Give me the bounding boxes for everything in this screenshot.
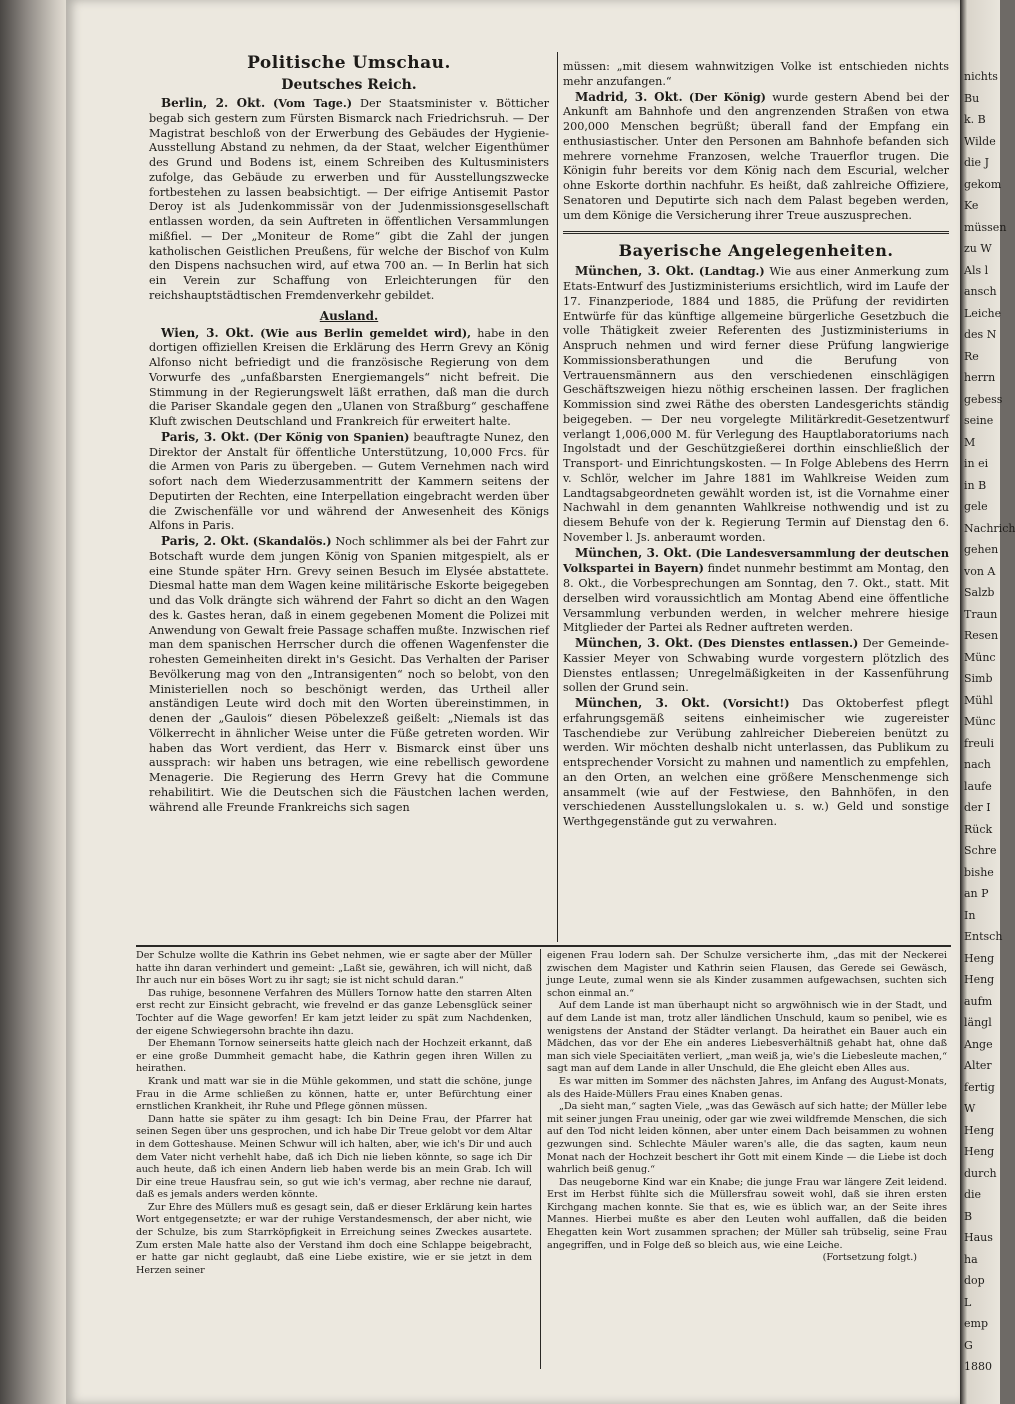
dateline: München, 3. Okt. bbox=[575, 545, 692, 560]
adjacent-page-fragment: Als l bbox=[964, 263, 989, 277]
right-news-column bbox=[563, 60, 949, 940]
article-topic: (Landtag.) bbox=[698, 264, 765, 279]
article-muenchen-volkspartei bbox=[563, 546, 949, 637]
adjacent-page-fragment: Schre bbox=[964, 844, 997, 857]
article-text: Der Staatsminister v. Bötticher begab sich gestern zum Fürsten Bismarck nach Friedrichsruh. — Der Magistrat beschloß von der Erwerbung des Gebäudes der Hygienie-Ausstellung Abstand zu nehmen, da der Staat, welcher Eigenthümer des Grund und Bodens ist, einem Schreiben des Kultusministers zufolge, das Gebäude zu erwerben und für Ausstellungszwecke fortbestehen zu lassen beabsichtigt. — Der eifrige Antisemit Pastor Deroy ist als Judenkommissär von der Judenmissionsgesellschaft entlassen worden, da sein Auftreten in öffentlichen Versammlungen mißfiel. — Der „Moniteur de Rome“ gibt die Zahl der jungen katholischen Geistlichen Preußens, für welche der Bischof von Kulm den Dispens nachsuchen wird, auf etwa 700 an. — In Berlin hat sich ein Verein zur Schaffung von Erleichterungen für den reichshauptstädtischen Fremdenverkehr gebildet. bbox=[149, 97, 549, 302]
feuilleton-paragraph: Dann hatte sie später zu ihm gesagt: Ich bin Deine Frau, der Pfarrer hat seinen Segen über uns gesprochen, und ich habe Dir Treue gelobt vor dem Altar in dem Gotteshause. Meinen Schwur will ich halten, aber, wie ich's Dir und auch dem Vater nicht verhehlt habe, daß ich Dich nie lieben könnte, so sage ich Dir auch heute, daß ich einen Andern lieb haben werde bis an mein Grab. Ich will Dir eine treue Hausfrau sein, so gut wie ich's vermag, aber rechne nie darauf, daß es jemals anders werden könnte. bbox=[136, 1113, 532, 1201]
newspaper-page bbox=[66, 0, 960, 1404]
article-topic: (Der König) bbox=[688, 89, 766, 104]
adjacent-page-fragment: Heng bbox=[964, 973, 995, 986]
adjacent-page-fragment: Münc bbox=[964, 715, 996, 728]
adjacent-page-fragment: Resen bbox=[964, 629, 999, 642]
adjacent-page-fragment: Simb bbox=[964, 672, 993, 685]
adjacent-page-fragment: in B bbox=[964, 478, 987, 492]
adjacent-page-fragment: gekom bbox=[964, 177, 1002, 191]
dateline: München, 3. Okt. bbox=[575, 264, 695, 279]
adjacent-page-fragment: die bbox=[964, 1188, 982, 1201]
adjacent-page-fragment: L bbox=[964, 1295, 972, 1309]
article-text: wurde gestern Abend bei der Ankunft am Bahnhofe und den angrenzenden Straßen von etwa 200,000 Menschen begrüßt; überall fand der Empfang ein enthusiastischer. Unter den Personen am Bahnhofe befanden sich mehrere vornehme Franzosen, welche Trauerflor trugen. Die Königin fuhr bereits vor dem König nach dem Escurial, welcher ohne Eskorte dorthin nachfuhr. Es heißt, daß zahlreiche Offiziere, Senatoren und Deputirte sich nach dem Palast begeben werden, um dem Könige die Versicherung ihrer Treue auszusprechen. bbox=[563, 90, 949, 222]
adjacent-page-edge bbox=[960, 0, 1015, 1404]
adjacent-page-fragment: G bbox=[964, 1338, 973, 1352]
adjacent-page-fragment: k. B bbox=[964, 113, 986, 126]
article-text: Wie aus einer Anmerkung zum Etats-Entwurf des Justizministeriums ersichtlich, wird im Laufe der 17. Finanzperiode, 1884 und 1885, die Prüfung der revidirten Entwürfe für das künftige allgemeine bürgerliche Gesetzbuch die volle Thätigkeit zweier Referenten des Justizministeriums in Anspruch nehmen und wird ferner diese Prüfung langwierige Kommissionsberathungen und die Berufung von Vertrauensmännern aus den verschiedenen einschlägigen Geschäftszweigen hiezu nöthig erscheinen lassen. Der fraglichen Kommission sind zwei Räthe des obersten Landesgerichts ständig beigegeben. — Der neu vorgelegte Militärkredit-Gesetzentwurf verlangt 1,006,000 M. für Verlegung des Hauptlaboratoriums nach Ingolstadt und der Geschützgießerei dorthin einschließlich der Transport- und Einrichtungskosten. — In Folge Ablebens des Herrn v. Schlör, welcher im Jahre 1881 im Wahlkreise Weiden zum Landtagsabgeordneten gewählt worden ist, ist die Vornahme einer Nachwahl in dem genannten Wahlkreise nothwendig und ist zu diesem Behufe von der k. Regierung Termin auf Dienstag den 6. November l. Js. anberaumt worden. bbox=[563, 265, 950, 544]
article-topic: (Vom Tage.) bbox=[273, 96, 353, 110]
adjacent-page-fragment: gehen bbox=[964, 543, 999, 556]
article-berlin bbox=[149, 96, 549, 304]
adjacent-page-fragment: Heng bbox=[964, 951, 995, 965]
adjacent-page-fragment: in ei bbox=[964, 457, 989, 470]
feuilleton-right-column bbox=[547, 950, 947, 1370]
adjacent-page-fragment: gele bbox=[964, 500, 988, 513]
article-topic: (Vorsicht!) bbox=[722, 696, 790, 710]
feuilleton-divider bbox=[540, 949, 541, 1369]
adjacent-page-fragment: Traun bbox=[964, 607, 998, 621]
adjacent-page-fragment: M bbox=[964, 435, 976, 449]
article-paris-2 bbox=[149, 534, 549, 815]
adjacent-page-fragment: der I bbox=[964, 801, 991, 814]
adjacent-page-fragment: 1880 bbox=[964, 1360, 992, 1373]
article-topic: (Der König von Spanien) bbox=[253, 429, 410, 444]
adjacent-page-fragment: Alter bbox=[964, 1059, 992, 1072]
adjacent-page-fragment: von A bbox=[964, 564, 996, 578]
subheading-deutsches-reich: Deutsches Reich. bbox=[281, 77, 417, 93]
adjacent-page-fragment: laufe bbox=[964, 779, 992, 793]
adjacent-page-fragment: durch bbox=[964, 1166, 997, 1180]
adjacent-page-fragment: Heng bbox=[964, 1145, 995, 1158]
adjacent-page-fragment: dop bbox=[964, 1274, 985, 1287]
adjacent-page-fragment: ansch bbox=[964, 285, 997, 298]
feuilleton-left-column bbox=[136, 950, 532, 1370]
article-wien bbox=[149, 326, 549, 430]
section-rule bbox=[563, 231, 949, 234]
adjacent-page-fragment: emp bbox=[964, 1317, 988, 1330]
adjacent-page-fragment: B bbox=[964, 1209, 973, 1223]
adjacent-page-fragment: die J bbox=[964, 156, 989, 169]
article-madrid bbox=[563, 90, 949, 224]
column-divider bbox=[557, 52, 558, 942]
left-news-column bbox=[149, 52, 549, 940]
adjacent-page-fragment: Salzb bbox=[964, 586, 995, 599]
feuilleton-paragraph: Das ruhige, besonnene Verfahren des Müllers Tornow hatte den starren Alten erst recht zur Einsicht gebracht, wie frevelnd er das ganze Lebensglück seiner Tochter auf die Wage geworfen! Er kam jetzt leider zu spät zum Nachdenken, der eigene Schwiegersohn brachte ihn dazu. bbox=[136, 987, 532, 1037]
adjacent-page-fragment: Mühl bbox=[964, 693, 993, 707]
book-binding bbox=[0, 0, 66, 1404]
adjacent-page-fragment: Heng bbox=[964, 1123, 995, 1137]
adjacent-page-fragment: Rück bbox=[964, 822, 993, 836]
dateline: Madrid, 3. Okt. bbox=[575, 89, 683, 104]
article-text: findet nunmehr bestimmt am Montag, den 8. Okt., die Vorbesprechungen am Sonntag, den 7. Okt., statt. Mit derselben wird voraussichtlich am Montag Abend eine öffentliche Versammlung verbunden werden, in welcher mehrere hiesige Mitglieder der Partei als Redner auftreten werden. bbox=[563, 562, 950, 635]
feuilleton-paragraph: Der Schulze wollte die Kathrin ins Gebet nehmen, wie er sagte aber der Müller hatte ihn daran verhindert und gemeint: „Laßt sie, gewähren, ich will nicht, daß Ihr auch nur ein böses Wort zu ihr sagt; sie ist nicht schuld daran.“ bbox=[136, 950, 532, 987]
feuilleton-paragraph: Auf dem Lande ist man überhaupt nicht so argwöhnisch wie in der Stadt, und auf dem Lande ist man, trotz aller ländlichen Unschuld, kaum so penibel, wie es wenigstens der Anstand der Städter verlangt. Da heirathet ein Bauer auch ein Mädchen, das vor der Ehe ein anderes Liebesverhältniß gehabt hat, ohne daß man sich viele Speciaitäten verliert, „man weiß ja, wie's die Liebesleute machen,“ sagt man auf dem Lande in aller Unschuld, die Ehe gleicht eben Alles aus. bbox=[547, 1000, 947, 1075]
section-title-bavaria: Bayerische Angelegenheiten. bbox=[618, 241, 894, 261]
feuilleton-paragraph: „Da sieht man,“ sagten Viele, „was das Gewäsch auf sich hatte; der Müller lebe mit seiner jungen Frau uneinig, oder gar wie zwei wildfremde Menschen, die sich auf den Tod nicht leiden können, aber unter einem Dach beisammen zu wohnen gezwungen sind. Schlechte Mäuler waren's alle, die das sagten, kaum neun Monat nach der Hochzeit beschert ihr Gott mit einem Kinde — die Liebe ist doch wahrlich beiß genug.“ bbox=[547, 1101, 947, 1176]
adjacent-page-fragment: Ange bbox=[964, 1037, 993, 1051]
adjacent-page-fragment: ha bbox=[964, 1252, 978, 1266]
article-text: Noch schlimmer als bei der Fahrt zur Botschaft wurde dem jungen König von Spanien mitgespielt, als er eine Stunde später Hrn. Grevy seinen Besuch im Elysée abstattete. Diesmal hatte man dem Wagen keine militärische Eskorte beigegeben und das Volk drängte sich während der Fahrt so dicht an den Wagen des k. Gastes heran, daß in einem gegebenen Moment die Polizei mit Anwendung von Gewalt freie Passage schaffen mußte. Inzwischen rief man dem spanischen Herrscher durch die offenen Wagenfenster die rohesten Gemeinheiten direkt in's Gesicht. Das Verhalten der Pariser Bevölkerung mag von den „Intransigenten“ noch so belobt, von den Ministeriellen noch so beschönigt werden, das Urtheil aller anständigen Leute wird doch mit den Worten übereinstimmen, in denen der „Gaulois“ diesen Pöbelexzeß geißelt: „Niemals ist das Völkerrecht in ähnlicher Weise unter die Füße getreten worden. Wir haben das Wort verdient, das Herr v. Bismarck einst über uns aussprach: wir haben uns betragen, wie eine rebellisch gewordene Menagerie. Die Regierung des Herrn Grevy hat die Commune rehabilitirt. Wie die Deutschen sich die Fäustchen lachen werden, während alle Freunde Frankreichs sich sagen bbox=[149, 535, 549, 814]
article-text: habe in den dortigen offiziellen Kreisen die Erklärung des Herrn Grevy an König Alfonso nicht befriedigt und die französische Regierung von dem Vorwurfe des „unfaßbarsten Energiemangels“ nicht befreit. Die Stimmung in der Regierungswelt läßt errathen, daß man die durch die Pariser Skandale gegen den „Ulanen von Straßburg“ geschaffene Kluft zwischen Deutschland und Frankreich für erweitert halte. bbox=[149, 326, 549, 428]
feuilleton-to-be-continued: (Fortsetzung folgt.) bbox=[822, 1252, 917, 1264]
feuilleton-top-rule bbox=[136, 945, 951, 947]
section-title-politics: Politische Umschau. bbox=[247, 53, 451, 73]
feuilleton-paragraph: eigenen Frau lodern sah. Der Schulze versicherte ihm, „das mit der Neckerei zwischen dem Magister und Kathrin seien Flausen, das Gerede sei Gewäsch, junge Leute, zumal wenn sie als Kinder zusammen aufgewachsen, suchten sich schon einmal an.“ bbox=[547, 950, 947, 999]
continuation-text: müssen: „mit diesem wahnwitzigen Volke ist entschieden nichts mehr anzufangen.“ bbox=[563, 60, 949, 88]
adjacent-page-fragment: Münc bbox=[964, 650, 996, 664]
article-muenchen-vorsicht bbox=[563, 696, 949, 830]
adjacent-page-fragment: W bbox=[964, 1102, 976, 1115]
adjacent-page-fragment: nichts bbox=[964, 70, 998, 83]
feuilleton-paragraph: Das neugeborne Kind war ein Knabe; die junge Frau war längere Zeit leidend. Erst im Herbst fühlte sich die Müllersfrau soweit wohl, daß sie ihren ersten Kirchgang machen konnte. Sie that es, wie es üblich war, an der Seite ihres Mannes. Hierbei mußte es aber den Leuten wohl auffallen, daß die beiden Ehegatten kein Wort zusammen sprachen; der Müller sah trübselig, seine Frau angegriffen, und in Folge deß so bleich aus, wie eine Leiche. bbox=[547, 1176, 947, 1251]
adjacent-page-fragment: Ke bbox=[964, 199, 979, 212]
article-topic: (Wie aus Berlin gemeldet wird), bbox=[260, 325, 472, 340]
dateline: Paris, 3. Okt. bbox=[161, 429, 250, 444]
adjacent-page-fragment: seine bbox=[964, 414, 994, 427]
subheading-ausland: Ausland. bbox=[319, 308, 379, 323]
adjacent-page-fragment: Haus bbox=[964, 1231, 993, 1244]
adjacent-page-fragment: gebess bbox=[964, 392, 1003, 406]
adjacent-page-fragment: des N bbox=[964, 328, 997, 341]
adjacent-page-fragment: Nachrich bbox=[964, 521, 1015, 535]
adjacent-page-fragment: zu W bbox=[964, 242, 992, 255]
feuilleton-paragraph: Der Ehemann Tornow seinerseits hatte gleich nach der Hochzeit erkannt, daß er eine große Dummheit gemacht habe, die Kathrin gegen ihren Willen zu heirathen. bbox=[136, 1038, 532, 1075]
adjacent-page-fragment: freuli bbox=[964, 736, 994, 750]
feuilleton-paragraph: Es war mitten im Sommer des nächsten Jahres, im Anfang des August-Monats, als des Haide-Müllers Frau eines Knaben genas. bbox=[547, 1075, 947, 1100]
article-topic: (Skandalös.) bbox=[252, 534, 332, 548]
adjacent-page-fragment: Wilde bbox=[964, 134, 996, 148]
article-muenchen-landtag bbox=[563, 264, 949, 545]
adjacent-page-fragment: fertig bbox=[964, 1080, 995, 1094]
adjacent-page-fragment: müssen bbox=[964, 220, 1007, 234]
adjacent-page-fragment: herrn bbox=[964, 371, 996, 384]
article-text: Der Gemeinde-Kassier Meyer von Schwabing wurde vorgestern plötzlich des Dienstes entlassen; Unregelmäßigkeiten in der Kassenführung sollen der Grund sein. bbox=[563, 637, 950, 695]
feuilleton-paragraph: Zur Ehre des Müllers muß es gesagt sein, daß er dieser Erklärung kein hartes Wort entgegensetzte; er war der ruhige Verstandesmensch, der aber nicht, wie der Schulze, bis zum Starrköpfigkeit in Erreichung seines Zweckes ausartete. Zum ersten Male hatte also der Verstand ihm doch eine Schlappe beigebracht, er hatte gar nicht geglaubt, daß eine Liebe existire, wie er sie jetzt in dem Herzen seiner bbox=[136, 1201, 532, 1276]
article-text: Das Oktoberfest pflegt erfahrungsgemäß seitens einheimischer wie zugereister Taschendiebe zur Verübung zahlreicher Diebereien benützt zu werden. Wir möchten deshalb nicht unterlassen, das Publikum zu entsprechender Vorsicht zu mahnen und namentlich zu empfehlen, an den Orten, an welchen eine größere Menschenmenge sich ansammelt (wie auf der Festwiese, den Bahnhöfen, in den verschiedenen Ausstellungslokalen u. s. w.) Geld und sonstige Werthgegenstände gut zu verwahren. bbox=[563, 697, 949, 828]
adjacent-page-fragment: bishe bbox=[964, 865, 994, 879]
adjacent-page-fragment: längl bbox=[964, 1016, 992, 1029]
adjacent-page-fragment: an P bbox=[964, 887, 989, 900]
dateline: Paris, 2. Okt. bbox=[161, 534, 250, 548]
adjacent-page-fragment: Entsch bbox=[964, 930, 1003, 943]
article-topic: (Des Dienstes entlassen.) bbox=[697, 636, 859, 650]
dateline: Berlin, 2. Okt. bbox=[161, 96, 266, 110]
dateline: Wien, 3. Okt. bbox=[161, 325, 254, 340]
dateline: München, 3. Okt. bbox=[575, 636, 694, 650]
article-text: beauftragte Nunez, den Direktor der Anstalt für öffentliche Unterstützung, 10,000 Frcs. für die Armen von Paris zu übergeben. — Gutem Vernehmen nach wird sofort nach dem Wiederzusammentritt der Kammern seitens der Deputirten der Rechten, eine Interpellation eingebracht werden über die Zwischenfälle vor und während der Anwesenheit des Königs Alfons in Paris. bbox=[149, 430, 550, 533]
article-topic: (Die Landesversammlung der deutschen Volkspartei in Bayern) bbox=[563, 545, 950, 576]
article-muenchen-entlassen bbox=[563, 636, 949, 696]
adjacent-page-fragment: Re bbox=[964, 349, 979, 363]
adjacent-page-fragment: aufm bbox=[964, 994, 993, 1008]
feuilleton-paragraph: Krank und matt war sie in die Mühle gekommen, und statt die schöne, junge Frau in die Arme schließen zu können, hatte er, unter Befürchtung einer ernstlichen Krankheit, ihr Ruhe und Pflege gönnen müssen. bbox=[136, 1075, 532, 1113]
adjacent-page-fragment: Leiche bbox=[964, 306, 1002, 320]
dateline: München, 3. Okt. bbox=[575, 696, 710, 710]
adjacent-page-fragment: Bu bbox=[964, 91, 980, 105]
adjacent-page-fragment: nach bbox=[964, 758, 991, 771]
adjacent-page-fragment: In bbox=[964, 908, 976, 922]
article-paris-1 bbox=[149, 430, 549, 534]
